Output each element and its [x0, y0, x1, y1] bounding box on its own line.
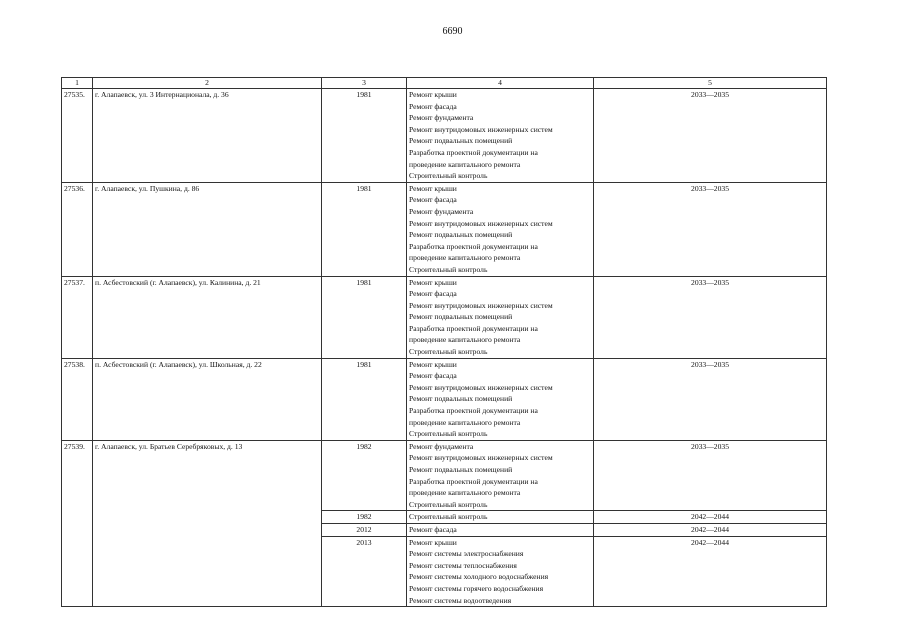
period-cell: 2042—2044 — [594, 536, 827, 607]
work-item: проведение капитального ремонта — [409, 253, 521, 263]
row-number: 27539. — [62, 440, 93, 606]
work-item: Ремонт системы водоотведения — [409, 595, 512, 605]
work-item: Ремонт крыши — [409, 90, 457, 99]
building-address: п. Асбестовский (г. Алапаевск), ул. Калинина, д. 21 — [93, 276, 322, 358]
building-address: п. Асбестовский (г. Алапаевск), ул. Школьная, д. 22 — [93, 358, 322, 440]
works-cell — [407, 511, 594, 524]
work-item: Ремонт системы горячего водоснабжения — [409, 583, 544, 593]
column-header: 4 — [407, 78, 594, 89]
work-item: Ремонт фундамента — [409, 206, 474, 216]
work-item: Строительный контроль — [409, 512, 488, 522]
work-item: Ремонт фасада — [409, 195, 457, 205]
work-item: Ремонт подвальных помещений — [409, 312, 513, 322]
row-number: 27536. — [62, 182, 93, 276]
period-cell: 2033—2035 — [594, 276, 827, 358]
period-cell: 2033—2035 — [594, 89, 827, 183]
year-cell: 1982 — [322, 511, 407, 524]
works-cell — [407, 440, 594, 511]
work-item: Ремонт фасада — [409, 289, 457, 299]
work-item: Ремонт внутридомовых инженерных систем — [409, 300, 553, 310]
work-item: Ремонт фасада — [409, 371, 457, 381]
work-item: Ремонт фасада — [409, 524, 457, 534]
page-number: 6690 — [442, 26, 463, 37]
works-cell — [407, 182, 594, 276]
work-item: проведение капитального ремонта — [409, 417, 521, 427]
work-item: Ремонт крыши — [409, 277, 457, 287]
work-item: Ремонт внутридомовых инженерных систем — [409, 218, 553, 228]
work-item: проведение капитального ремонта — [409, 159, 521, 169]
work-item: Ремонт крыши — [409, 359, 457, 369]
work-item: Ремонт фундамента — [409, 441, 474, 451]
works-cell — [407, 536, 594, 607]
work-item: Строительный контроль — [409, 347, 488, 357]
work-item: Ремонт внутридомовых инженерных систем — [409, 124, 553, 134]
column-header: 5 — [594, 78, 827, 89]
table-row — [62, 358, 827, 440]
period-cell: 2033—2035 — [594, 358, 827, 440]
row-number: 27538. — [62, 358, 93, 440]
work-item: Ремонт фасада — [409, 101, 457, 111]
period-cell: 2042—2044 — [594, 523, 827, 536]
work-item: Разработка проектной документации на — [409, 241, 538, 251]
works-cell — [407, 89, 594, 183]
column-header: 3 — [322, 78, 407, 89]
work-item: Строительный контроль — [409, 499, 488, 509]
work-item: Разработка проектной документации на — [409, 147, 538, 157]
column-number-row — [62, 78, 827, 89]
year-cell: 1981 — [322, 276, 407, 358]
column-header: 1 — [62, 78, 93, 89]
capital-repair-table — [61, 77, 827, 607]
work-item: проведение капитального ремонта — [409, 488, 521, 498]
works-cell — [407, 523, 594, 536]
year-cell: 1982 — [322, 440, 407, 511]
period-cell: 2033—2035 — [594, 182, 827, 276]
row-number: 27537. — [62, 276, 93, 358]
work-item: Ремонт крыши — [409, 537, 457, 547]
year-cell: 1981 — [322, 89, 407, 183]
work-item: Ремонт крыши — [409, 183, 457, 193]
table-body — [62, 89, 827, 607]
work-item: Строительный контроль — [409, 264, 488, 274]
work-item: Разработка проектной документации на — [409, 476, 538, 486]
table-row — [62, 182, 827, 276]
work-item: Строительный контроль — [409, 171, 488, 181]
work-item: Ремонт внутридомовых инженерных систем — [409, 382, 553, 392]
period-cell: 2033—2035 — [594, 440, 827, 511]
year-cell: 1981 — [322, 358, 407, 440]
building-address: г. Алапаевск, ул. 3 Интернационала, д. 36 — [93, 89, 322, 183]
column-header: 2 — [93, 78, 322, 89]
work-item: Ремонт внутридомовых инженерных систем — [409, 453, 553, 463]
works-cell — [407, 358, 594, 440]
building-address: г. Алапаевск, ул. Братьев Серебряковых, д. 13 — [93, 440, 322, 606]
work-item: Разработка проектной документации на — [409, 323, 538, 333]
work-item: Ремонт подвальных помещений — [409, 230, 513, 240]
table-row — [62, 89, 827, 183]
work-item: Ремонт подвальных помещений — [409, 394, 513, 404]
year-cell: 2012 — [322, 523, 407, 536]
period-cell: 2042—2044 — [594, 511, 827, 524]
work-item: Ремонт фундамента — [409, 113, 474, 123]
year-cell: 2013 — [322, 536, 407, 607]
work-item: Ремонт системы холодного водоснабжения — [409, 572, 549, 582]
table-row — [62, 276, 827, 358]
work-item: Разработка проектной документации на — [409, 406, 538, 416]
work-item: Ремонт подвальных помещений — [409, 465, 513, 474]
works-cell — [407, 276, 594, 358]
work-item: Ремонт системы теплоснабжения — [409, 560, 517, 570]
year-cell: 1981 — [322, 182, 407, 276]
work-item: Строительный контроль — [409, 429, 488, 439]
row-number: 27535. — [62, 89, 93, 183]
table-row — [62, 440, 827, 511]
work-item: Ремонт системы электроснабжения — [409, 549, 524, 559]
work-item: Ремонт подвальных помещений — [409, 136, 513, 146]
building-address: г. Алапаевск, ул. Пушкина, д. 86 — [93, 182, 322, 276]
work-item: проведение капитального ремонта — [409, 335, 521, 345]
